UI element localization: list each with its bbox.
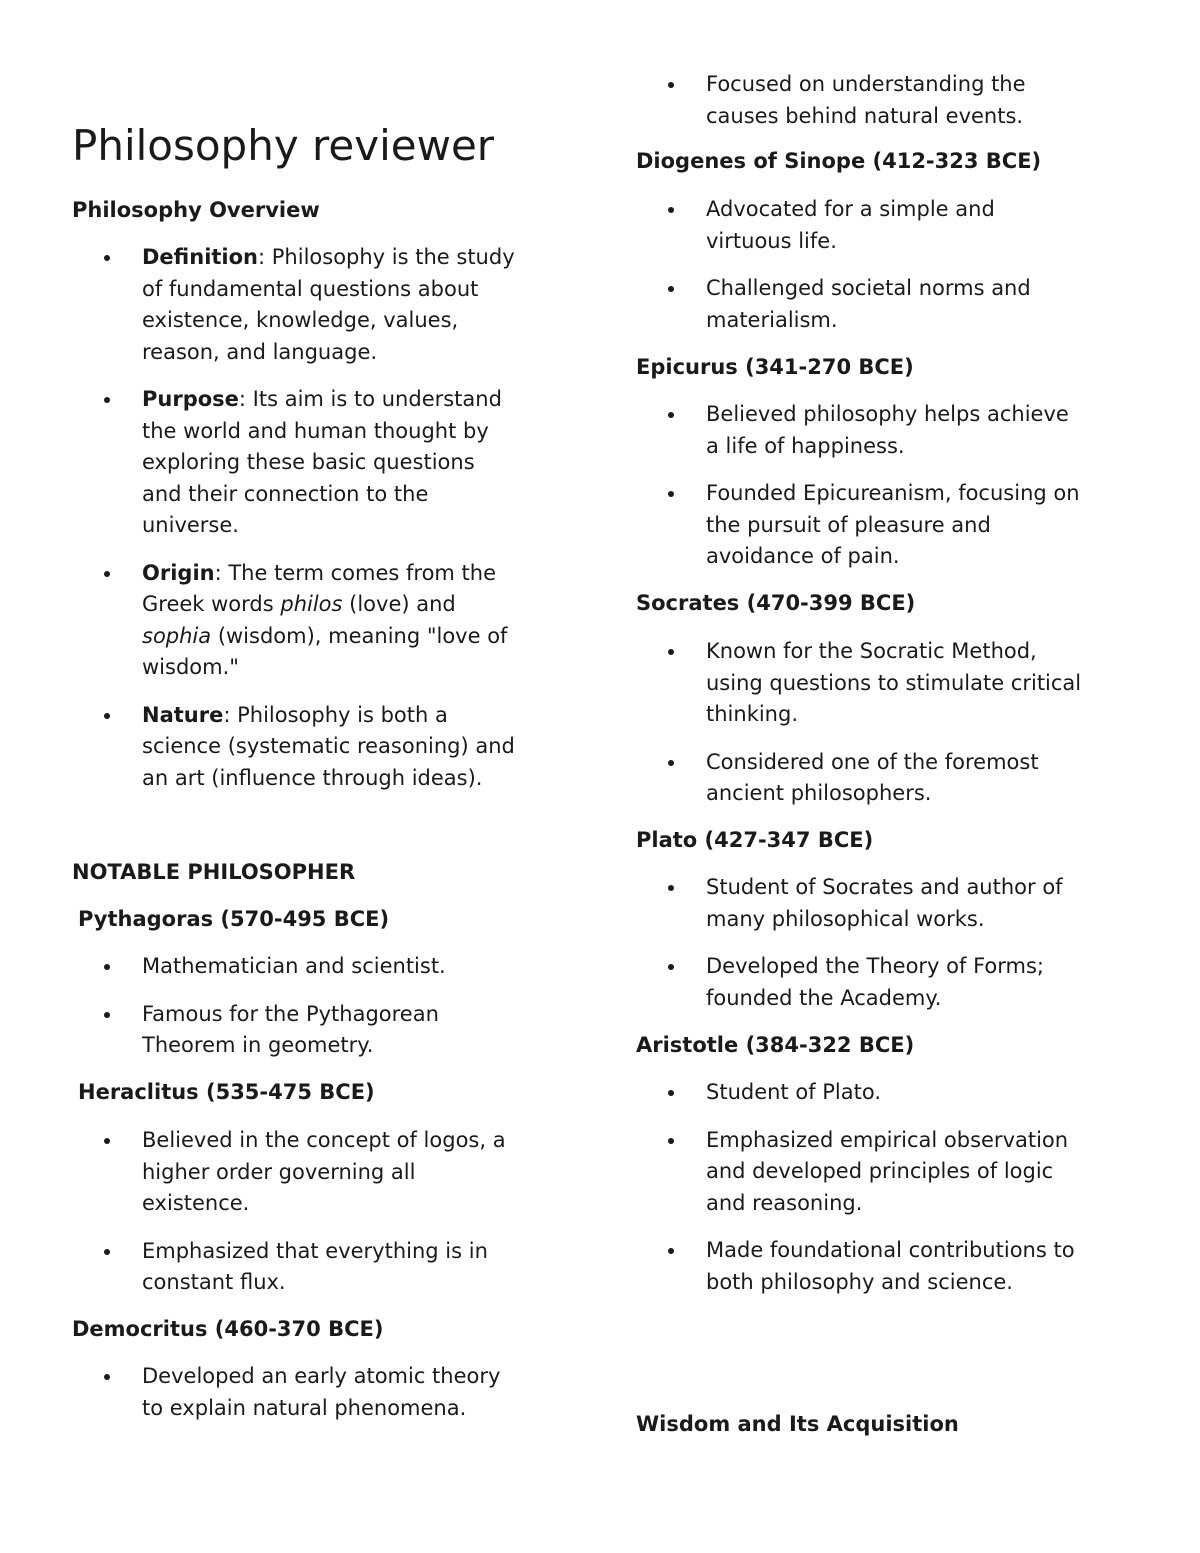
philosopher-name: Democritus (460-370 BCE) [72,1317,384,1341]
philosopher-name: Aristotle (384-322 BCE) [636,1033,915,1057]
item-text: : Philosophy is the study [258,245,515,269]
philosopher-points [636,399,1080,573]
item-text: universe. [142,513,239,537]
item-text: higher order governing all [142,1159,416,1184]
item-text: (love) and [342,592,456,616]
item-text: existence, knowledge, values, [142,308,459,332]
item-text: Emphasized empirical observation [706,1127,1069,1152]
list-item [636,636,1081,731]
list-item [636,872,1063,935]
item-text: virtuous life. [706,228,837,253]
item-text: : Philosophy is both a [223,702,448,727]
item-text: ancient philosophers. [706,781,932,805]
item-text: existence. [142,1191,250,1215]
document-title: Philosophy reviewer [72,121,495,170]
item-text: Developed the Theory of Forms; [706,954,1044,978]
philosopher-name: Diogenes of Sinope (412-323 BCE) [636,149,1042,173]
item-text: and developed principles of logic [706,1159,1054,1183]
item-text: science (systematic reasoning) and [142,734,515,758]
item-text: reason, and language. [142,339,378,364]
item-text: (wisdom), meaning "love of [211,623,508,648]
list-item [72,951,446,983]
philosopher-points [636,194,1031,336]
term-sophia: sophia [142,623,212,648]
item-text: Student of Socrates and author of [706,875,1063,899]
item-text: the world and human thought by [142,418,489,443]
item-text: an art (influence through ideas). [142,765,483,790]
philosopher-name: Heraclitus (535-475 BCE) [78,1080,375,1104]
philosopher-points [72,1125,506,1299]
item-text: Developed an early atomic theory [142,1364,501,1388]
list-item [636,273,1031,336]
philosopher-name: Pythagoras (570-495 BCE) [78,907,390,931]
item-text: founded the Academy. [706,985,942,1010]
item-text: causes behind natural events. [706,103,1024,128]
term-definition: Definition [142,245,259,269]
item-text: and reasoning. [706,1190,863,1215]
section-heading-notable: NOTABLE PHILOSOPHER [72,860,356,884]
philosopher-points [636,1077,1075,1298]
item-text: : The term comes from the [214,560,497,585]
term-purpose: Purpose [142,387,239,411]
item-text: many philosophical works. [706,906,985,931]
item-text: constant flux. [142,1270,286,1294]
philosopher-points [636,69,1026,132]
list-item [636,194,1031,257]
term-philos: philos [280,592,343,616]
philosopher-name: Epicurus (341-270 BCE) [636,355,914,379]
list-item [636,1235,1075,1298]
item-text: using questions to stimulate critical [706,670,1082,695]
item-text: Advocated for a simple and [706,197,995,221]
item-text: Founded Epicureanism, focusing on [706,481,1080,505]
list-item [72,1125,506,1220]
overview-item-nature [72,700,515,795]
list-item [636,951,1063,1014]
term-nature: Nature [142,702,224,727]
item-text: exploring these basic questions [142,450,475,474]
overview-list [72,242,515,794]
item-text: : Its aim is to understand [238,387,502,411]
item-text: Focused on understanding the [706,72,1026,96]
list-item [636,399,1080,462]
item-text: Greek words [142,592,281,616]
list-item [636,478,1080,573]
item-text: thinking. [706,702,798,726]
list-item [636,1125,1075,1220]
list-item [72,999,446,1062]
philosopher-points [72,1361,500,1424]
item-text: a life of happiness. [706,433,905,458]
list-item [636,747,1081,810]
section-heading-overview: Philosophy Overview [72,198,320,222]
item-text: Made foundational contributions to [706,1238,1075,1262]
list-item [636,1077,1075,1109]
item-text: Believed philosophy helps achieve [706,402,1069,426]
item-text: Believed in the concept of logos, a [142,1128,506,1152]
item-text: the pursuit of pleasure and [706,512,991,537]
section-heading-wisdom: Wisdom and Its Acquisition [636,1412,959,1436]
overview-item-definition [72,242,515,368]
item-text: Known for the Socratic Method, [706,639,1037,663]
item-text: Famous for the Pythagorean [142,1001,439,1026]
list-item [72,1236,506,1299]
philosopher-points [72,951,446,1062]
item-text: Student of Plato. [706,1080,882,1104]
philosopher-name: Plato (427-347 BCE) [636,828,874,852]
philosopher-points [636,872,1063,1014]
item-text: Considered one of the foremost [706,749,1039,774]
item-text: of fundamental questions about [142,276,479,301]
philosopher-points [636,636,1081,810]
term-origin: Origin [142,560,215,585]
item-text: materialism. [706,307,838,332]
list-item [636,69,1026,132]
philosopher-name: Socrates (470-399 BCE) [636,591,916,615]
item-text: wisdom." [142,655,239,679]
item-text: Challenged societal norms and [706,276,1031,300]
item-text: both philosophy and science. [706,1269,1013,1294]
item-text: Mathematician and scientist. [142,954,446,978]
item-text: Emphasized that everything is in [142,1238,488,1263]
overview-item-origin [72,558,515,684]
item-text: Theorem in geometry. [142,1033,374,1057]
overview-item-purpose [72,384,515,542]
list-item [72,1361,500,1424]
item-text: to explain natural phenomena. [142,1395,467,1420]
item-text: and their connection to the [142,481,429,506]
item-text: avoidance of pain. [706,544,900,568]
